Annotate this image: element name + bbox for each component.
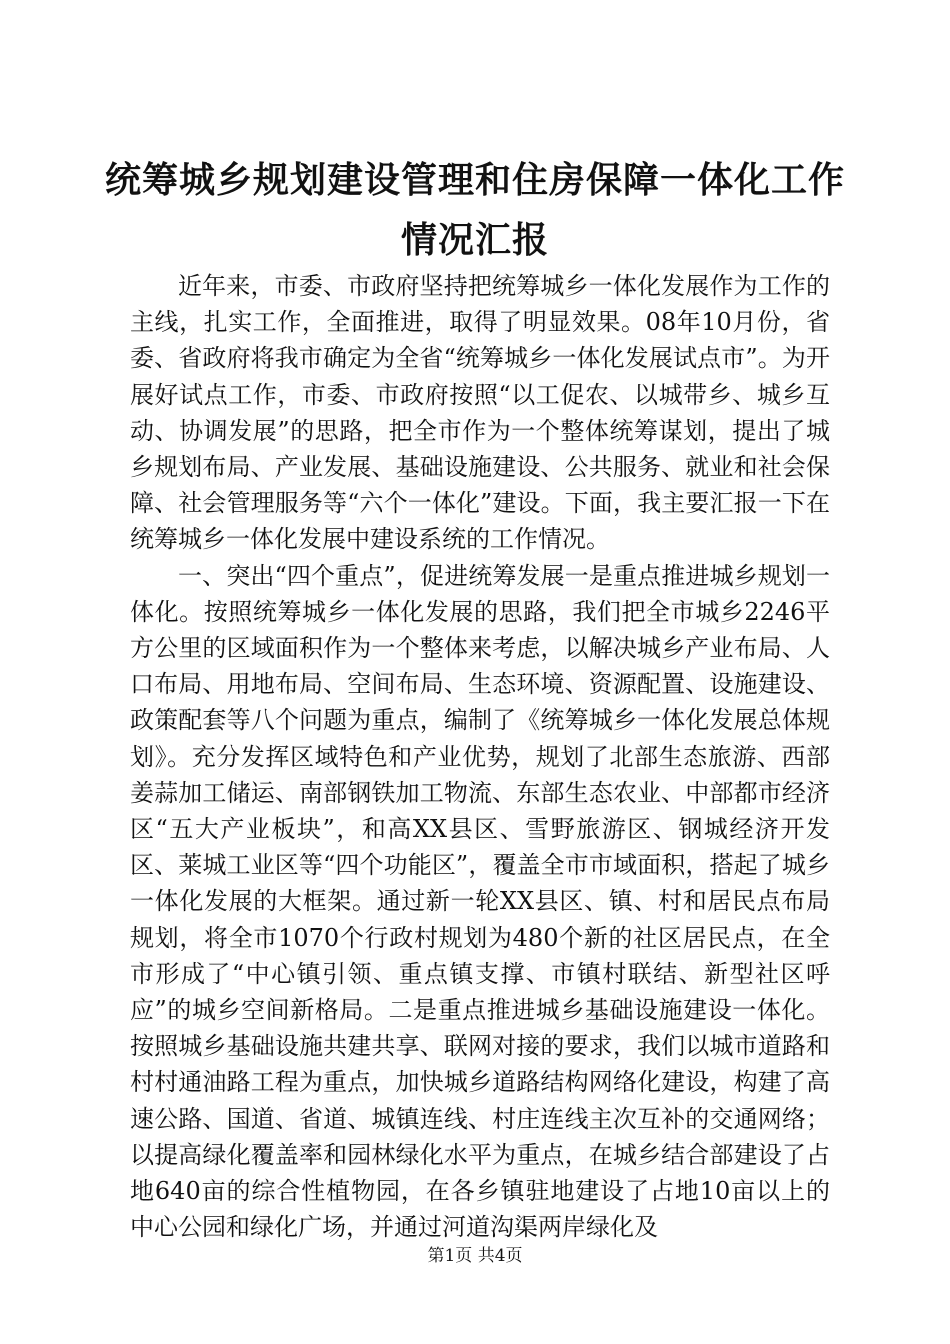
document-title-line-1: 统筹城乡规划建设管理和住房保障一体化工作: [104, 159, 845, 201]
paragraph-intro: 近年来，市委、市政府坚持把统筹城乡一体化发展作为工作的主线，扎实工作，全面推进，取得了明显效果。08年10月份，省委、省政府将我市确定为全省“统筹城乡一体化发展试点市”。为开展好试点工作，市委、市政府按照“以工促农、以城带乡、城乡互动、协调发展”的思路，把全市作为一个整体统筹谋划，提出了城乡规划布局、产业发展、基础设施建设、公共服务、就业和社会保障、社会管理服务等“六个一体化”建设。下面，我主要汇报一下在统筹城乡一体化发展中建设系统的工作情况。: [130, 272, 830, 554]
page-number-footer: 第1页 共4页: [427, 1246, 523, 1266]
document-body: [130, 268, 830, 1245]
paragraph-section-one: 一、突出“四个重点”，促进统筹发展一是重点推进城乡规划一体化。按照统筹城乡一体化发展的思路，我们把全市城乡2246平方公里的区域面积作为一个整体来考虑，以解决城乡产业布局、人口布局、用地布局、空间布局、生态环境、资源配置、设施建设、政策配套等八个问题为重点，编制了《统筹城乡一体化发展总体规划》。充分发挥区域特色和产业优势，规划了北部生态旅游、西部姜蒜加工储运、南部钢铁加工物流、东部生态农业、中部都市经济区“五大产业板块”，和高XX县区、雪野旅游区、钢城经济开发区、莱城工业区等“四个功能区”，覆盖全市市域面积，搭起了城乡一体化发展的大框架。通过新一轮XX县区、镇、村和居民点布局规划，将全市1070个行政村规划为480个新的社区居民点，在全市形成了“中心镇引领、重点镇支撑、市镇村联结、新型社区呼应”的城乡空间新格局。二是重点推进城乡基础设施建设一体化。按照城乡基础设施共建共享、联网对接的要求，我们以城市道路和村村通油路工程为重点，加快城乡道路结构网络化建设，构建了高速公路、国道、省道、城镇连线、村庄连线主次互补的交通网络；以提高绿化覆盖率和园林绿化水平为重点，在城乡结合部建设了占地640亩的综合性植物园，在各乡镇驻地建设了占地10亩以上的中心公园和绿化广场，并通过河道沟渠两岸绿化及: [130, 561, 830, 1242]
document-title-line-2: 情况汇报: [400, 219, 549, 261]
